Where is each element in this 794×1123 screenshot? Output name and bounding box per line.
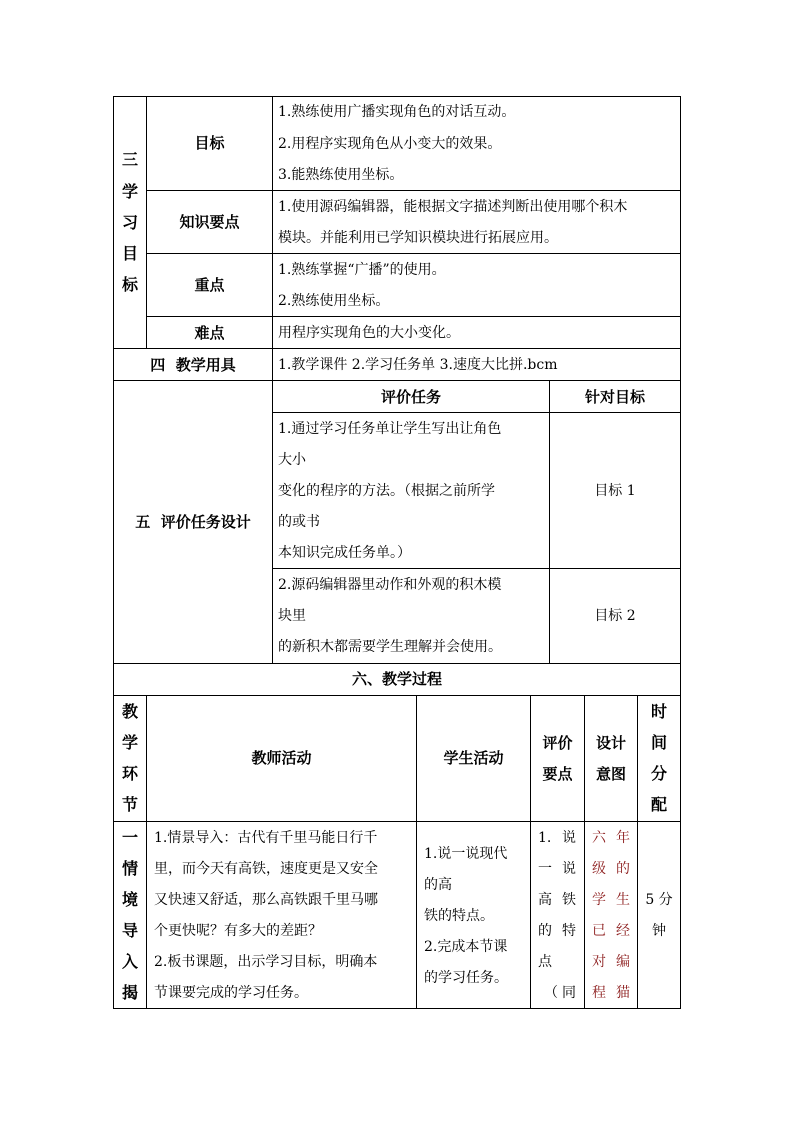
eval-points-header: 要点 xyxy=(542,765,573,783)
rule xyxy=(113,380,681,381)
design-intent-char: 生 xyxy=(616,892,630,908)
section3-side-char: 目 xyxy=(121,244,138,263)
key-point-line: 2.熟练使用坐标。 xyxy=(278,293,390,309)
design-intent-char: 编 xyxy=(616,954,630,970)
design-intent-char: 已 xyxy=(592,923,606,939)
eval-task-line: 块里 xyxy=(278,608,306,624)
teacher-activity-line: 又快速又舒适，那么高铁跟千里马哪 xyxy=(154,892,378,908)
time-header-char: 间 xyxy=(650,733,667,752)
stage-char: 揭 xyxy=(121,983,138,1002)
rule xyxy=(272,568,681,569)
eval-point-char: 点 xyxy=(538,954,552,970)
table-border-left xyxy=(113,96,114,1009)
eval-point-char: 铁 xyxy=(562,892,576,908)
design-intent-char: 对 xyxy=(592,954,606,970)
rule xyxy=(113,695,681,696)
design-intent-header: 意图 xyxy=(595,765,626,783)
teacher-activity-line: 节课要完成的学习任务。 xyxy=(154,985,308,1001)
goal-label: 目标 xyxy=(194,134,225,152)
rule xyxy=(272,96,273,412)
target-header: 针对目标 xyxy=(584,388,645,406)
knowledge-label: 知识要点 xyxy=(179,213,240,231)
section5-label: 五 评价任务设计 xyxy=(135,513,251,531)
section3-side-char: 三 xyxy=(121,150,138,169)
stage-header-char: 节 xyxy=(121,795,138,814)
table-border-right xyxy=(680,96,681,1009)
design-intent-char: 级 xyxy=(592,861,606,877)
eval-point-char: 说 xyxy=(562,861,576,877)
section6-title: 六、教学过程 xyxy=(351,670,442,688)
design-intent-char: 学 xyxy=(592,892,606,908)
rule xyxy=(146,695,147,1008)
rule xyxy=(272,380,273,663)
rule xyxy=(113,663,681,664)
eval-target: 目标 2 xyxy=(594,608,636,624)
eval-task-line: 大小 xyxy=(278,452,306,468)
design-intent-char: 猫 xyxy=(616,985,630,1001)
stage-char: 入 xyxy=(121,952,138,971)
teacher-activity-line: 个更快呢？有多大的差距？ xyxy=(154,923,322,939)
rule xyxy=(146,190,681,191)
rule xyxy=(113,821,681,822)
eval-task-line: 的新积木都需要学生理解并会使用。 xyxy=(278,639,502,655)
design-intent-char: 六 xyxy=(592,830,606,846)
section4-label: 四 教学用具 xyxy=(150,356,236,374)
table-border-top xyxy=(113,96,681,97)
stage-header-char: 环 xyxy=(121,764,138,783)
eval-task-line: 本知识完成任务单。） xyxy=(278,545,411,561)
stage-char: 情 xyxy=(121,859,138,878)
eval-point-char: 的 xyxy=(538,923,552,939)
time-header-char: 分 xyxy=(650,764,667,783)
eval-task-header: 评价任务 xyxy=(380,388,441,406)
difficulty-label: 难点 xyxy=(194,324,225,342)
difficulty-text: 用程序实现角色的大小变化。 xyxy=(278,325,460,341)
teacher-activity-line: 2.板书课题，出示学习目标，明确本 xyxy=(154,954,378,970)
eval-point-char: 一 xyxy=(538,861,552,877)
student-activity-line: 2.完成本节课 xyxy=(424,939,508,955)
eval-target: 目标 1 xyxy=(594,483,636,499)
stage-char: 一 xyxy=(121,828,138,847)
teacher-activity-line: 1.情景导入：古代有千里马能日行千 xyxy=(154,830,378,846)
eval-point-char: 说 xyxy=(562,830,576,846)
eval-point-char: 同 xyxy=(562,985,576,1001)
goal-line: 2.用程序实现角色从小变大的效果。 xyxy=(278,136,502,152)
eval-point-char: （ xyxy=(544,985,558,1001)
eval-points-header: 评价 xyxy=(542,734,573,752)
section4-text: 1.教学课件 2.学习任务单 3.速度大比拼.bcm xyxy=(278,357,558,373)
design-intent-char: 年 xyxy=(616,830,630,846)
eval-task-line: 1.通过学习任务单让学生写出让角色 xyxy=(278,421,502,437)
teacher-activity-line: 里，而今天有高铁，速度更是又安全 xyxy=(154,861,378,877)
student-activity-line: 铁的特点。 xyxy=(424,908,494,924)
goal-line: 1.熟练使用广播实现角色的对话互动。 xyxy=(278,104,516,120)
student-activity-header: 学生活动 xyxy=(443,749,504,767)
stage-char: 导 xyxy=(121,921,138,940)
eval-point-char: 高 xyxy=(538,892,552,908)
goal-line: 3.能熟练使用坐标。 xyxy=(278,167,404,183)
rule xyxy=(146,316,681,317)
rule xyxy=(637,695,638,1008)
rule xyxy=(113,348,681,349)
knowledge-line: 模块。并能利用已学知识模块进行拓展应用。 xyxy=(278,230,558,246)
design-intent-header: 设计 xyxy=(595,734,626,752)
rule xyxy=(146,253,681,254)
design-intent-char: 的 xyxy=(616,861,630,877)
rule xyxy=(416,695,417,1008)
rule xyxy=(272,412,681,413)
eval-task-line: 2.源码编辑器里动作和外观的积木模 xyxy=(278,577,502,593)
time-header-char: 配 xyxy=(650,795,667,814)
table-border-bottom xyxy=(113,1008,681,1009)
section3-side-char: 习 xyxy=(121,213,138,232)
eval-task-line: 的或书 xyxy=(278,514,320,530)
student-activity-line: 的高 xyxy=(424,877,452,893)
student-activity-line: 1.说一说现代 xyxy=(424,846,508,862)
time-allocation: 钟 xyxy=(652,923,666,939)
key-point-line: 1.熟练掌握“广播”的使用。 xyxy=(278,262,446,278)
stage-char: 境 xyxy=(121,890,138,909)
section3-side-char: 标 xyxy=(121,275,138,294)
knowledge-line: 1.使用源码编辑器，能根据文字描述判断出使用哪个积木 xyxy=(278,199,628,215)
key-point-label: 重点 xyxy=(194,276,225,294)
section3-side-char: 学 xyxy=(121,182,138,201)
stage-header-char: 学 xyxy=(121,733,138,752)
teacher-activity-header: 教师活动 xyxy=(251,749,312,767)
time-allocation: 5 分 xyxy=(645,892,673,908)
eval-point-char: 特 xyxy=(562,923,576,939)
eval-task-line: 变化的程序的方法。（根据之前所学 xyxy=(278,483,495,499)
eval-point-char: 1. xyxy=(538,830,552,846)
design-intent-char: 经 xyxy=(616,923,630,939)
design-intent-char: 程 xyxy=(592,985,606,1001)
time-header-char: 时 xyxy=(650,702,667,721)
stage-header-char: 教 xyxy=(121,702,138,721)
student-activity-line: 的学习任务。 xyxy=(424,970,508,986)
